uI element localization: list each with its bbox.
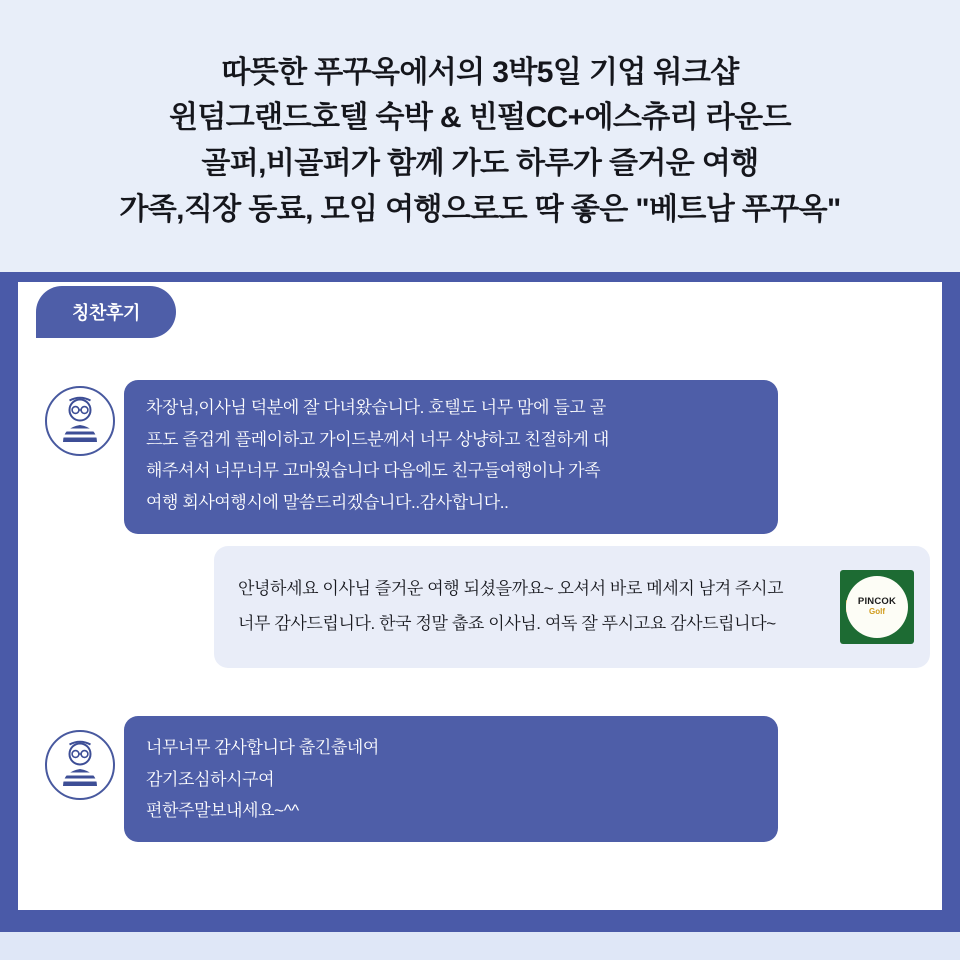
chat-line: 해주셔서 너무너무 고마웠습니다 다음에도 친구들여행이나 가족 xyxy=(146,461,601,481)
avatar-label: 고객님 xyxy=(61,462,99,477)
chat-line: 여행 회사여행시에 말씀드리겠습니다..감사합니다.. xyxy=(146,492,509,512)
person-icon xyxy=(51,736,109,794)
header xyxy=(0,0,960,272)
section-badge-label: 칭찬후기 xyxy=(72,303,140,323)
chat-message-customer-1 xyxy=(36,380,778,534)
chat-line: 너무 감사드립니다. 한국 정말 춥죠 이사님. 여독 잘 푸시고요 감사드립니다~ xyxy=(238,614,776,633)
chat-bubble xyxy=(124,716,778,842)
chat-line: 안녕하세요 이사님 즐거운 여행 되셨을까요~ 오셔서 바로 메세지 남겨 주시고 xyxy=(238,579,784,599)
section-badge xyxy=(36,286,176,338)
golf-ball-icon xyxy=(846,576,908,638)
chat-bubble-reply xyxy=(238,577,783,636)
bottom-strip xyxy=(0,932,960,960)
chat-line: 너무너무 감사합니다 춥긴춥네여 xyxy=(146,738,379,757)
logo-sub-text: Golf xyxy=(869,606,885,616)
avatar-group xyxy=(36,380,124,478)
brand-logo-thumbnail xyxy=(840,570,914,644)
logo-brand-text: PINCOK xyxy=(857,596,897,608)
header-line-4: 가족,직장 동료, 모임 여행으로도 딱 좋은 "베트남 푸꾸옥" xyxy=(119,192,841,226)
chat-message-agency xyxy=(214,546,930,668)
person-icon xyxy=(51,392,109,450)
header-line-1: 따뜻한 푸꾸옥에서의 3박5일 기업 워크샵 xyxy=(221,55,739,89)
avatar xyxy=(45,730,115,800)
header-line-2: 윈덤그랜드호텔 숙박 & 빈펄CC+에스츄리 라운드 xyxy=(169,101,791,135)
chat-bubble xyxy=(124,380,778,534)
chat-line: 프도 즐겁게 플레이하고 가이드분께서 너무 상냥하고 친절하게 대 xyxy=(146,429,609,449)
chat-message-customer-2 xyxy=(36,716,778,842)
avatar-group xyxy=(36,716,124,822)
chat-line: 감기조심하시구여 xyxy=(146,769,275,789)
chat-line: 차장님,이사님 덕분에 잘 다녀왔습니다. 호텔도 너무 맘에 들고 골 xyxy=(146,398,606,417)
header-line-3: 골퍼,비골퍼가 함께 가도 하루가 즐거운 여행 xyxy=(201,147,759,180)
chat-line: 편한주말보내세요~^^ xyxy=(146,801,299,821)
avatar-label: 고객님 xyxy=(61,806,99,821)
avatar xyxy=(45,386,115,456)
